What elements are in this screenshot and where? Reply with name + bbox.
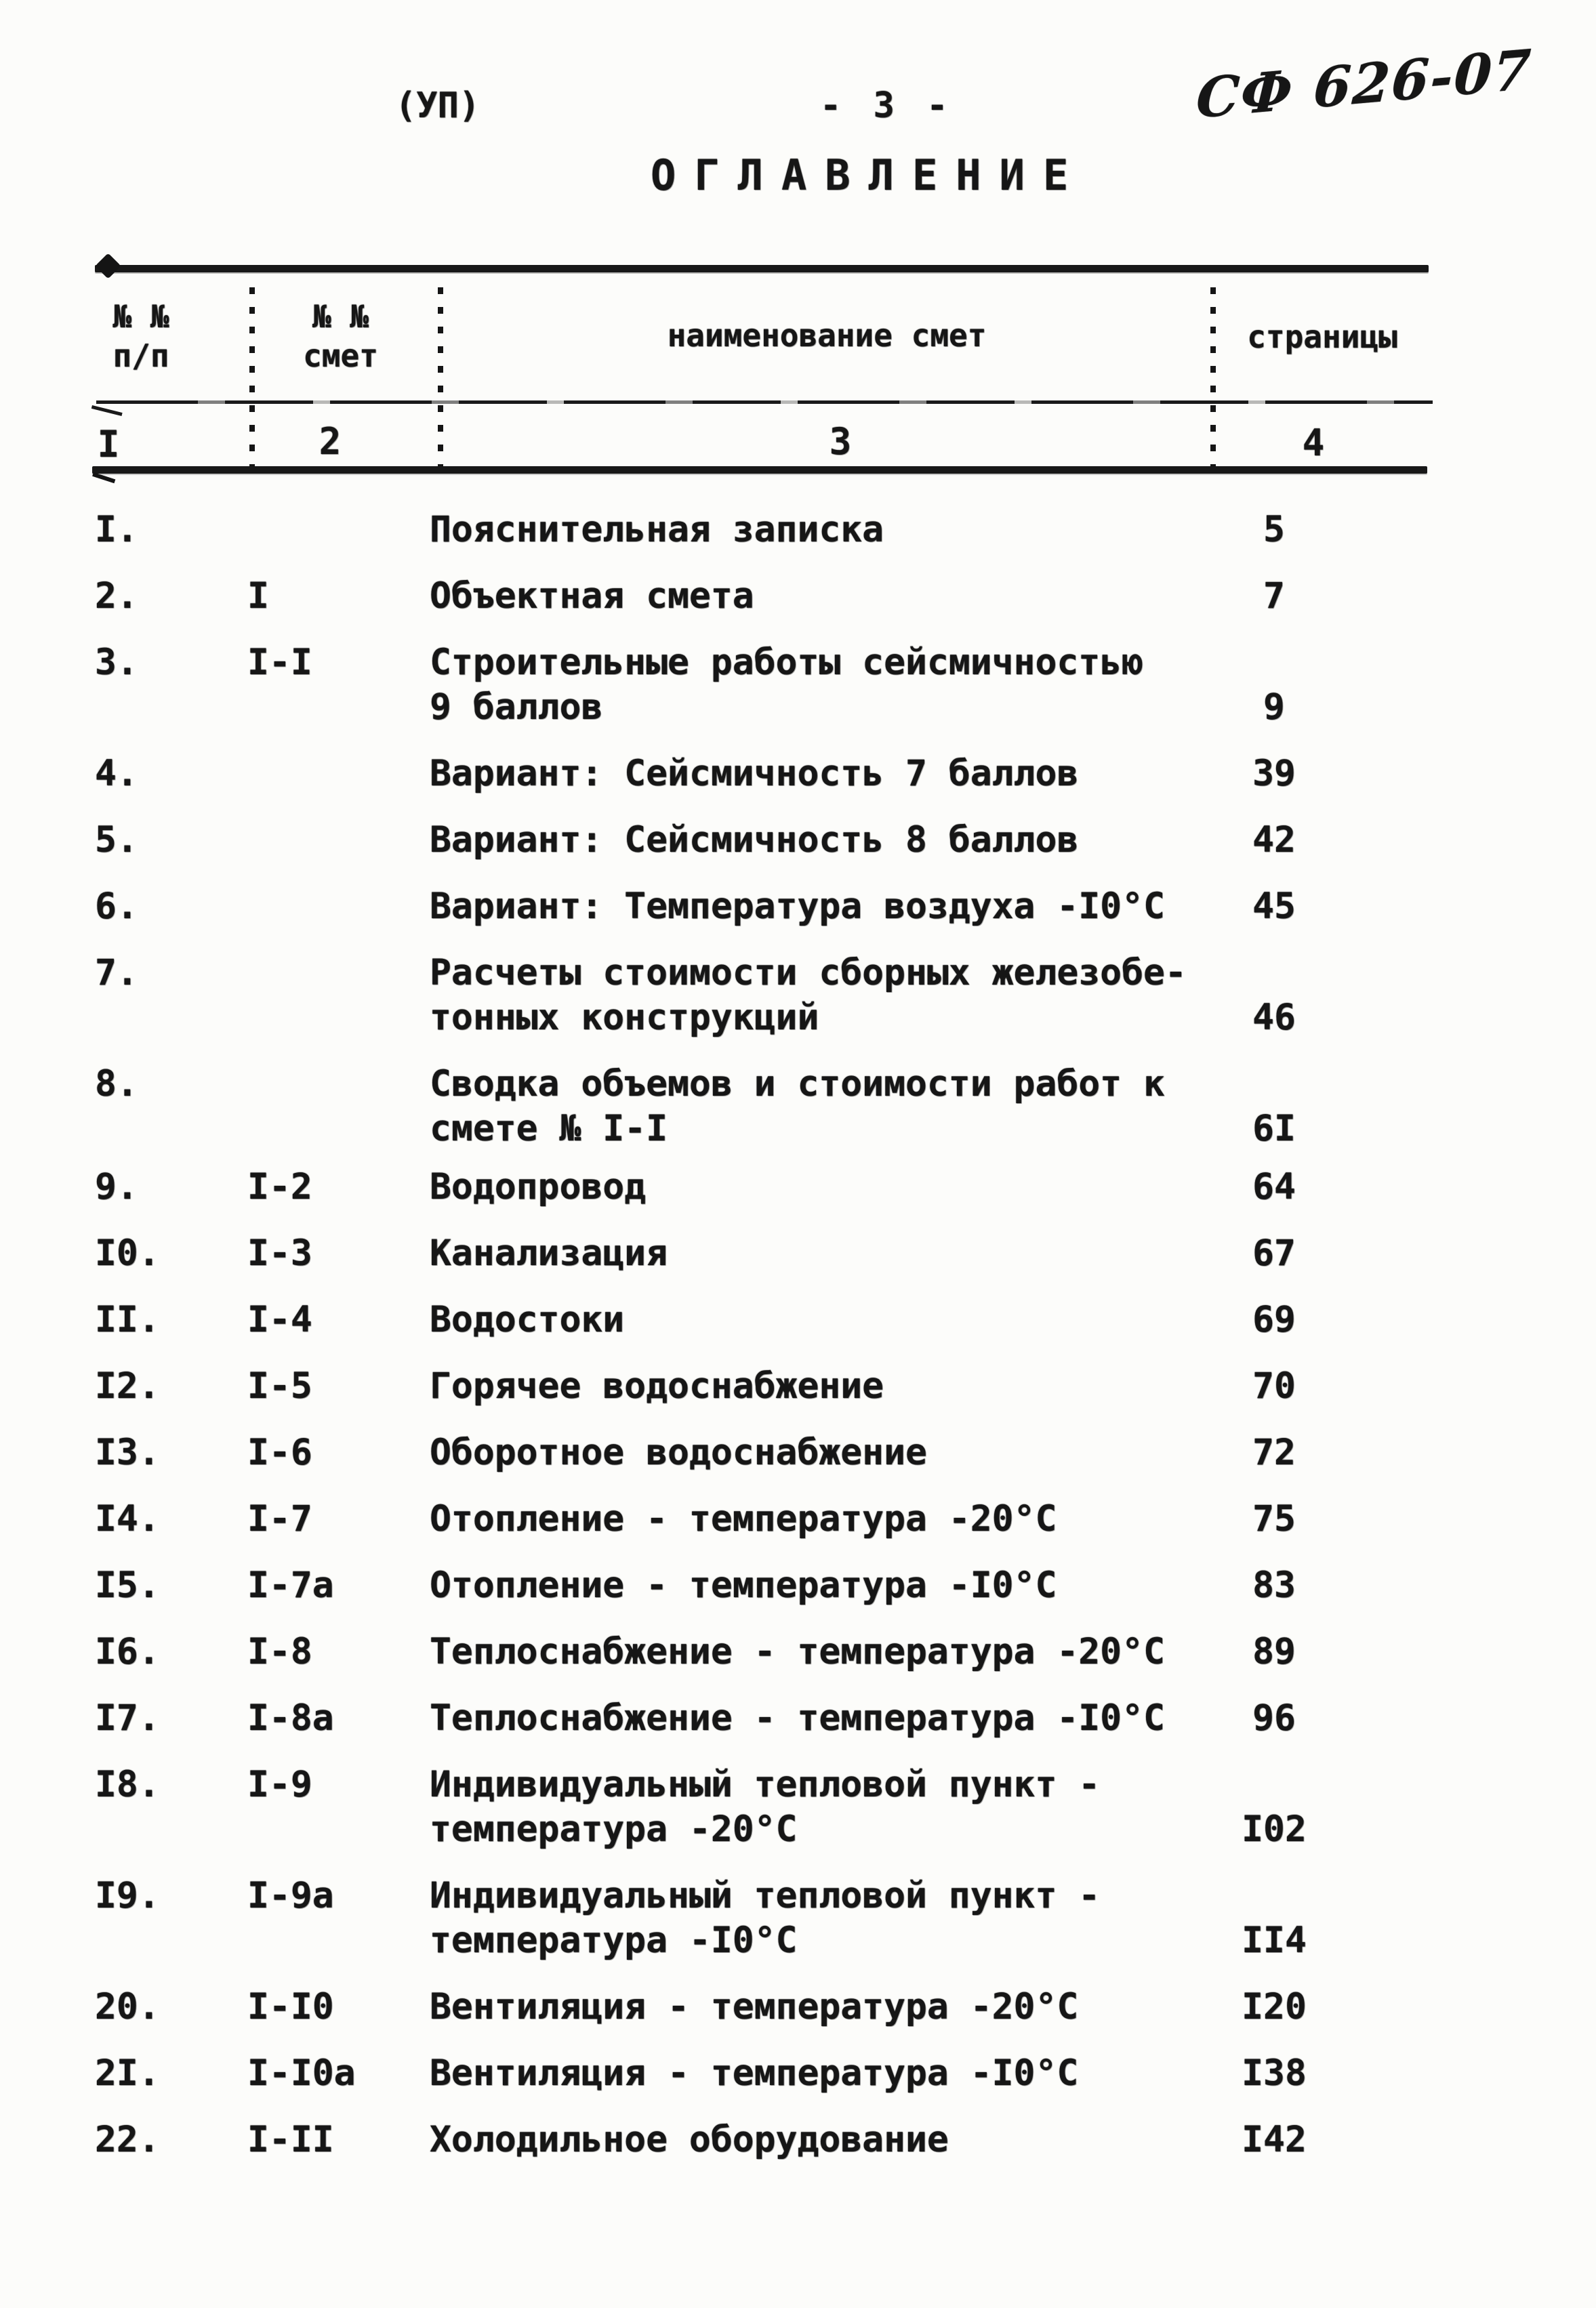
- row-name-line: 9 баллов: [430, 686, 603, 728]
- row-page-number: II4: [1242, 1920, 1307, 1961]
- row-number: I7.: [95, 1697, 160, 1739]
- row-name-line: Строительные работы сейсмичностью: [430, 642, 1143, 683]
- row-number: I2.: [95, 1365, 160, 1407]
- column-index-4: 4: [1302, 421, 1325, 464]
- row-name-line: Оборотное водоснабжение: [430, 1432, 927, 1473]
- row-name-line: тонных конструкций: [430, 997, 819, 1038]
- row-page-number: 42: [1252, 819, 1296, 861]
- column-index-2: 2: [319, 420, 342, 463]
- sheet-number: - 3 -: [820, 85, 954, 126]
- row-page-number: 67: [1252, 1233, 1296, 1274]
- header-npp-line2: п/п: [112, 337, 169, 374]
- row-smet-code: I-I: [247, 642, 312, 683]
- row-smet-code: I-7: [247, 1498, 312, 1540]
- row-number: I6.: [95, 1631, 160, 1672]
- column-separator-dotted: [1210, 287, 1216, 466]
- row-number: 22.: [95, 2119, 160, 2160]
- page-title: ОГЛАВЛЕНИЕ: [651, 150, 1087, 200]
- row-name-line: Объектная смета: [430, 575, 754, 617]
- row-page-number: 39: [1252, 753, 1296, 794]
- table-top-rule: [95, 265, 1429, 272]
- row-name-line: Вариант: Сейсмичность 8 баллов: [430, 819, 1079, 861]
- row-page-number: 45: [1252, 886, 1296, 927]
- row-page-number: 7: [1263, 575, 1285, 617]
- row-number: I0.: [95, 1233, 160, 1274]
- row-number: 2I.: [95, 2053, 160, 2094]
- row-smet-code: I-6: [247, 1432, 312, 1473]
- row-name-line: Вариант: Температура воздуха -I0°С: [430, 886, 1165, 927]
- row-smet-code: I-9: [247, 1764, 312, 1805]
- row-smet-code: I-3: [247, 1233, 312, 1274]
- row-name-line: Индивидуальный тепловой пункт -: [430, 1875, 1101, 1916]
- row-name-line: Теплоснабжение - температура -20°С: [430, 1631, 1165, 1672]
- row-number: I8.: [95, 1764, 160, 1805]
- row-name-line: Горячее водоснабжение: [430, 1365, 884, 1407]
- header-col-pages: страницы: [1247, 318, 1397, 355]
- row-number: 2.: [95, 575, 138, 617]
- row-smet-code: I-5: [247, 1365, 312, 1407]
- row-number: 4.: [95, 753, 138, 794]
- header-col-name: наименование смет: [667, 317, 987, 354]
- row-page-number: 5: [1263, 509, 1285, 550]
- row-number: 20.: [95, 1986, 160, 2027]
- column-separator-dotted: [249, 287, 255, 466]
- row-number: 8.: [95, 1063, 138, 1105]
- bottom-rule-tail: [92, 472, 115, 483]
- row-page-number: 96: [1252, 1697, 1296, 1739]
- row-page-number: I38: [1242, 2053, 1307, 2094]
- row-smet-code: I-I0: [247, 1986, 334, 2027]
- row-page-number: I02: [1242, 1809, 1307, 1850]
- row-name-line: температура -I0°С: [430, 1920, 798, 1961]
- row-number: 5.: [95, 819, 138, 861]
- row-name-line: Водостоки: [430, 1299, 625, 1340]
- row-number: I9.: [95, 1875, 160, 1916]
- row-number: II.: [95, 1299, 160, 1340]
- header-bottom-rule: [92, 466, 1427, 474]
- row-number: I4.: [95, 1498, 160, 1540]
- row-name-line: Канализация: [430, 1233, 668, 1274]
- row-smet-code: I-7а: [247, 1565, 334, 1606]
- row-number: 7.: [95, 952, 138, 993]
- row-name-line: Вентиляция - температура -20°С: [430, 1986, 1079, 2027]
- row-name-line: Пояснительная записка: [430, 509, 884, 550]
- row-smet-code: I-8: [247, 1631, 312, 1672]
- row-number: 9.: [95, 1166, 138, 1208]
- row-number: 3.: [95, 642, 138, 683]
- header-smet-line2: смет: [303, 337, 378, 374]
- dashed-rule-tail: [91, 405, 123, 416]
- rule-left-arrowhead: [95, 253, 121, 279]
- row-smet-code: I-2: [247, 1166, 312, 1208]
- row-name-line: температура -20°С: [430, 1809, 798, 1850]
- row-smet-code: I-4: [247, 1299, 312, 1340]
- row-name-line: Сводка объемов и стоимости работ к: [430, 1063, 1165, 1105]
- row-name-line: Отопление - температура -I0°С: [430, 1565, 1057, 1606]
- row-number: I5.: [95, 1565, 160, 1606]
- header-dashed-rule: [96, 400, 1433, 404]
- row-page-number: 89: [1252, 1631, 1296, 1672]
- header-npp-line1: № №: [112, 298, 169, 335]
- column-index-3: 3: [829, 420, 852, 463]
- row-smet-code: I-9а: [247, 1875, 334, 1916]
- row-name-line: Холодильное оборудование: [430, 2119, 949, 2160]
- row-name-line: Водопровод: [430, 1166, 647, 1208]
- handwritten-doc-code: СФ 626-07: [1195, 37, 1534, 131]
- volume-label: (УП): [395, 85, 480, 126]
- row-number: 6.: [95, 886, 138, 927]
- row-smet-code: I-II: [247, 2119, 334, 2160]
- row-page-number: 70: [1252, 1365, 1296, 1407]
- row-page-number: 64: [1252, 1166, 1296, 1208]
- row-page-number: 6I: [1252, 1108, 1296, 1149]
- row-page-number: 83: [1252, 1565, 1296, 1606]
- row-page-number: I42: [1242, 2119, 1307, 2160]
- row-page-number: 46: [1252, 997, 1296, 1038]
- row-number: I3.: [95, 1432, 160, 1473]
- row-name-line: Вентиляция - температура -I0°С: [430, 2053, 1079, 2094]
- row-page-number: 69: [1252, 1299, 1296, 1340]
- row-name-line: Индивидуальный тепловой пункт -: [430, 1764, 1101, 1805]
- row-name-line: смете № I-I: [430, 1108, 668, 1149]
- column-index-1: I: [97, 423, 120, 466]
- row-name-line: Расчеты стоимости сборных железобе-: [430, 952, 1187, 993]
- row-smet-code: I-I0а: [247, 2053, 356, 2094]
- row-page-number: I20: [1242, 1986, 1307, 2027]
- row-page-number: 9: [1263, 686, 1285, 728]
- row-page-number: 72: [1252, 1432, 1296, 1473]
- column-separator-dotted: [438, 287, 443, 466]
- row-name-line: Отопление - температура -20°С: [430, 1498, 1057, 1540]
- header-smet-line1: № №: [312, 298, 369, 335]
- row-name-line: Вариант: Сейсмичность 7 баллов: [430, 753, 1079, 794]
- row-number: I.: [95, 509, 138, 550]
- row-smet-code: I-8а: [247, 1697, 334, 1739]
- row-smet-code: I: [247, 575, 269, 617]
- row-name-line: Теплоснабжение - температура -I0°С: [430, 1697, 1165, 1739]
- row-page-number: 75: [1252, 1498, 1296, 1540]
